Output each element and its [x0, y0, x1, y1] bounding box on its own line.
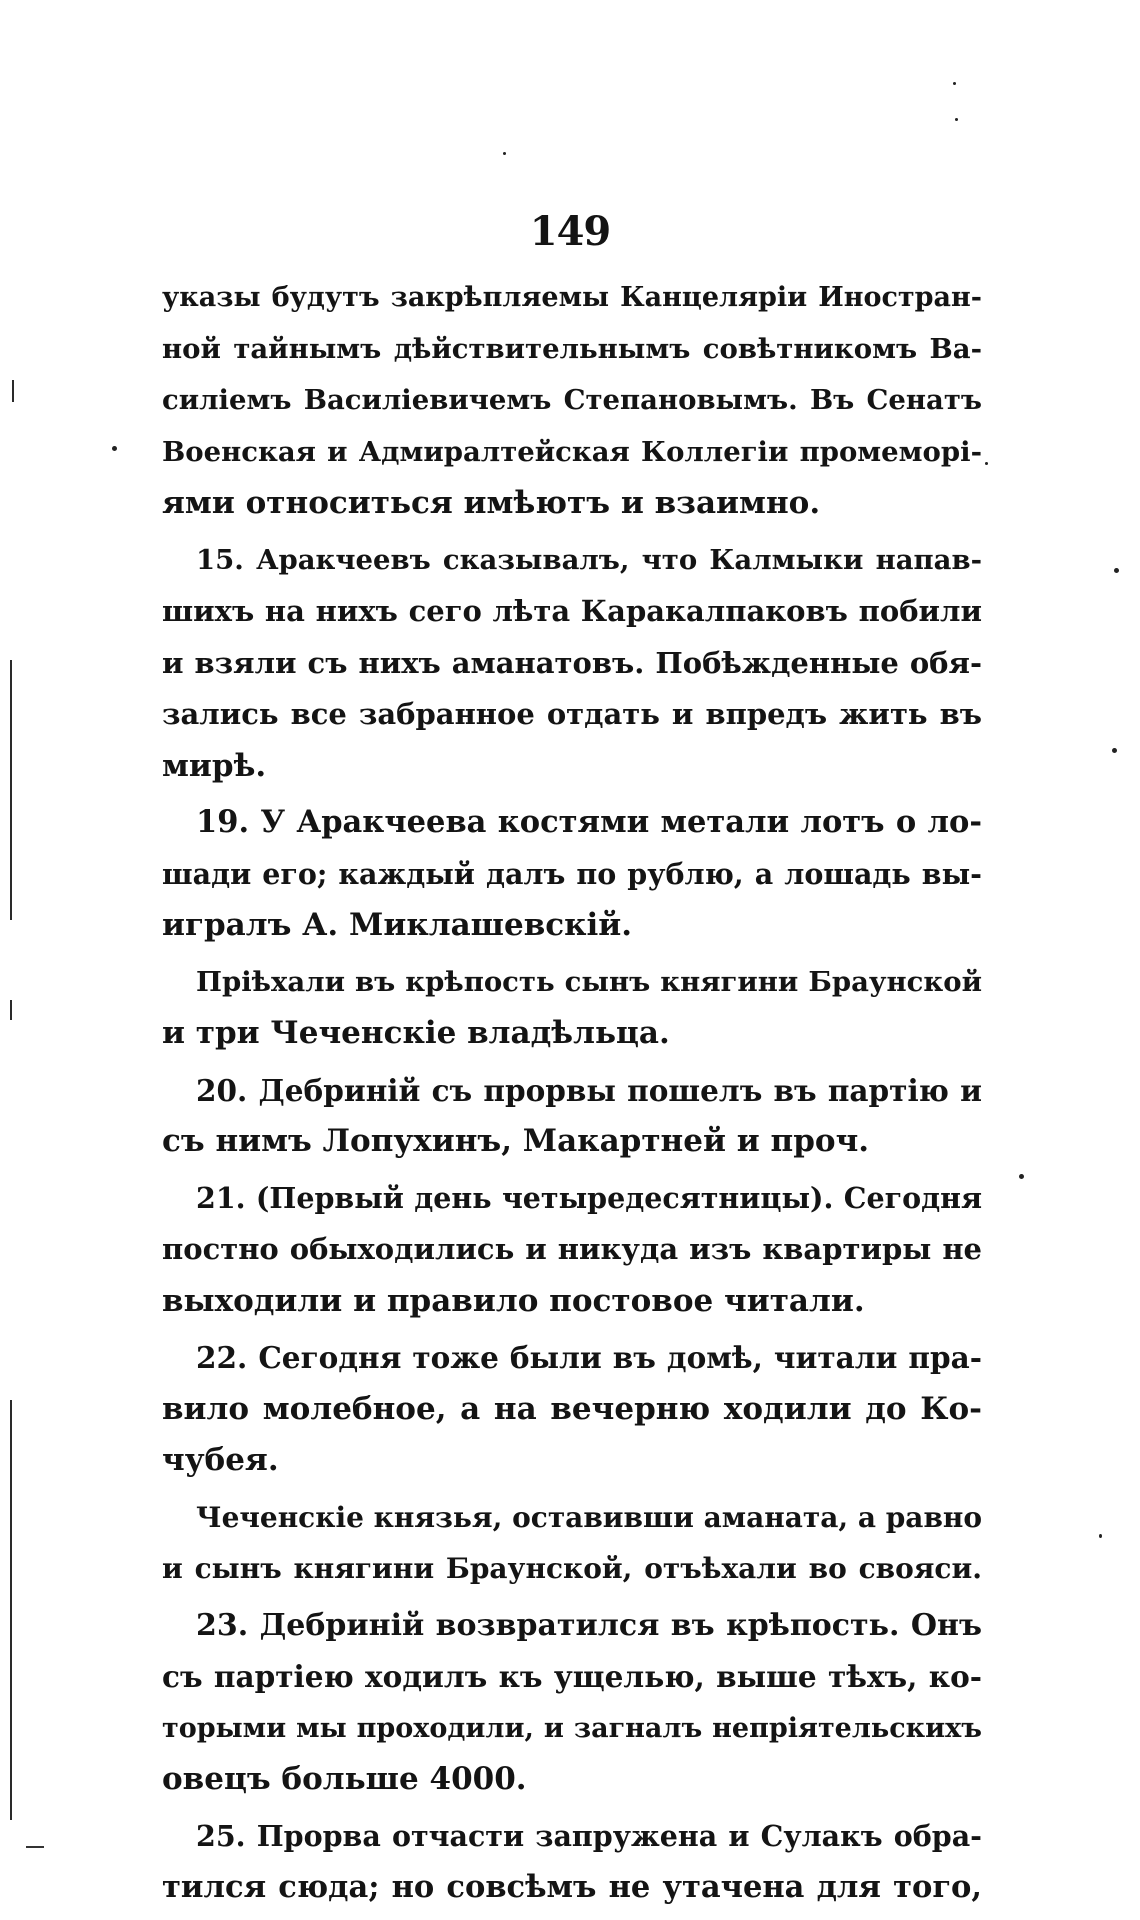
scan-speck: [503, 152, 506, 155]
paragraph: [162, 957, 982, 1060]
text-line: шади его; каждый далъ по рублю, а лошадь вы-: [162, 856, 982, 891]
scan-speck: [1112, 748, 1117, 753]
scan-margin-line: [12, 380, 14, 402]
text-line: Пріѣхали въ крѣпость сынъ княгини Браунской: [196, 965, 982, 998]
scan-mark: [26, 1846, 44, 1848]
scan-margin-line: [10, 1000, 12, 1020]
text-line: ной тайнымъ дѣйствительнымъ совѣтникомъ Ва-: [162, 332, 982, 365]
text-line: 23. Дебриній возвратился въ крѣпость. Онъ: [196, 1607, 982, 1643]
text-line: съ нимъ Лопухинъ, Макартней и проч.: [162, 1123, 870, 1159]
paragraph: [162, 1173, 982, 1328]
paragraph: [162, 535, 982, 793]
paragraph: [162, 1492, 982, 1595]
scan-margin-line: [10, 1400, 12, 1820]
text-line: торыми мы проходили, и загналъ непріятельскихъ: [162, 1712, 982, 1744]
scan-speck: [1019, 1174, 1024, 1179]
text-line: съ партіею ходилъ къ ущелью, выше тѣхъ, ко-: [162, 1659, 982, 1694]
paragraph: [162, 797, 982, 952]
paragraph: [162, 272, 982, 530]
text-line: и взяли съ нихъ аманатовъ. Побѣжденные обя-: [162, 645, 982, 680]
scan-speck: [955, 118, 958, 121]
scan-margin-line: [10, 660, 12, 920]
text-line: и сынъ княгини Браунской, отъѣхали во свояси.: [162, 1552, 982, 1585]
text-line: шихъ на нихъ сего лѣта Каракалпаковъ побили: [162, 594, 982, 628]
text-line: 15. Аракчеевъ сказывалъ, что Калмыки напав-: [196, 543, 982, 576]
text-line: чубея.: [162, 1442, 279, 1478]
text-line: выходили и правило постовое читали.: [162, 1282, 865, 1319]
scan-speck: [1114, 568, 1119, 573]
text-line: постно обыходились и никуда изъ квартиры не: [162, 1232, 982, 1266]
scan-speck: [112, 446, 117, 451]
text-line: игралъ А. Миклашевскій.: [162, 907, 633, 943]
page-number: 149: [529, 208, 611, 255]
text-line: 22. Сегодня тоже были въ домѣ, читали пра-: [196, 1340, 982, 1375]
text-line: 21. (Первый день четыредесятницы). Сегодня: [196, 1180, 982, 1215]
text-line: тился сюда; но совсѣмъ не утачена для того,: [162, 1869, 982, 1905]
text-line: ями относиться имѣютъ и взаимно.: [162, 485, 821, 521]
paragraph: [162, 1811, 982, 1914]
text-line: Военская и Адмиралтейская Коллегіи промеморі-: [162, 435, 982, 468]
text-line: указы будутъ закрѣпляемы Канцеляріи Иностран-: [162, 282, 982, 313]
body-text: [162, 272, 982, 1919]
text-line: 25. Прорва отчасти запружена и Сулакъ обра-: [196, 1818, 982, 1853]
text-line: и три Чеченскіе владѣльца.: [162, 1015, 670, 1051]
scan-speck: [1099, 1534, 1102, 1538]
scan-speck: [985, 462, 988, 465]
text-line: вило молебное, а на вечерню ходили до Ко-: [162, 1390, 982, 1427]
scan-speck: [953, 82, 956, 85]
text-line: овецъ больше 4000.: [162, 1761, 527, 1797]
paragraph: [162, 1600, 982, 1806]
paragraph: [162, 1332, 982, 1487]
text-line: 19. У Аракчеева костями метали лотъ о ло-: [196, 804, 982, 840]
text-line: силіемъ Василіевичемъ Степановымъ. Въ Сенатъ: [162, 384, 982, 416]
text-line: Чеченскіе князья, оставивши аманата, а равно: [196, 1500, 983, 1534]
text-line: мирѣ.: [162, 747, 267, 784]
text-line: 20. Дебриній съ прорвы пошелъ въ партію и: [196, 1072, 982, 1108]
paragraph: [162, 1065, 982, 1168]
text-line: зались все забранное отдать и впредъ жить въ: [162, 697, 982, 731]
